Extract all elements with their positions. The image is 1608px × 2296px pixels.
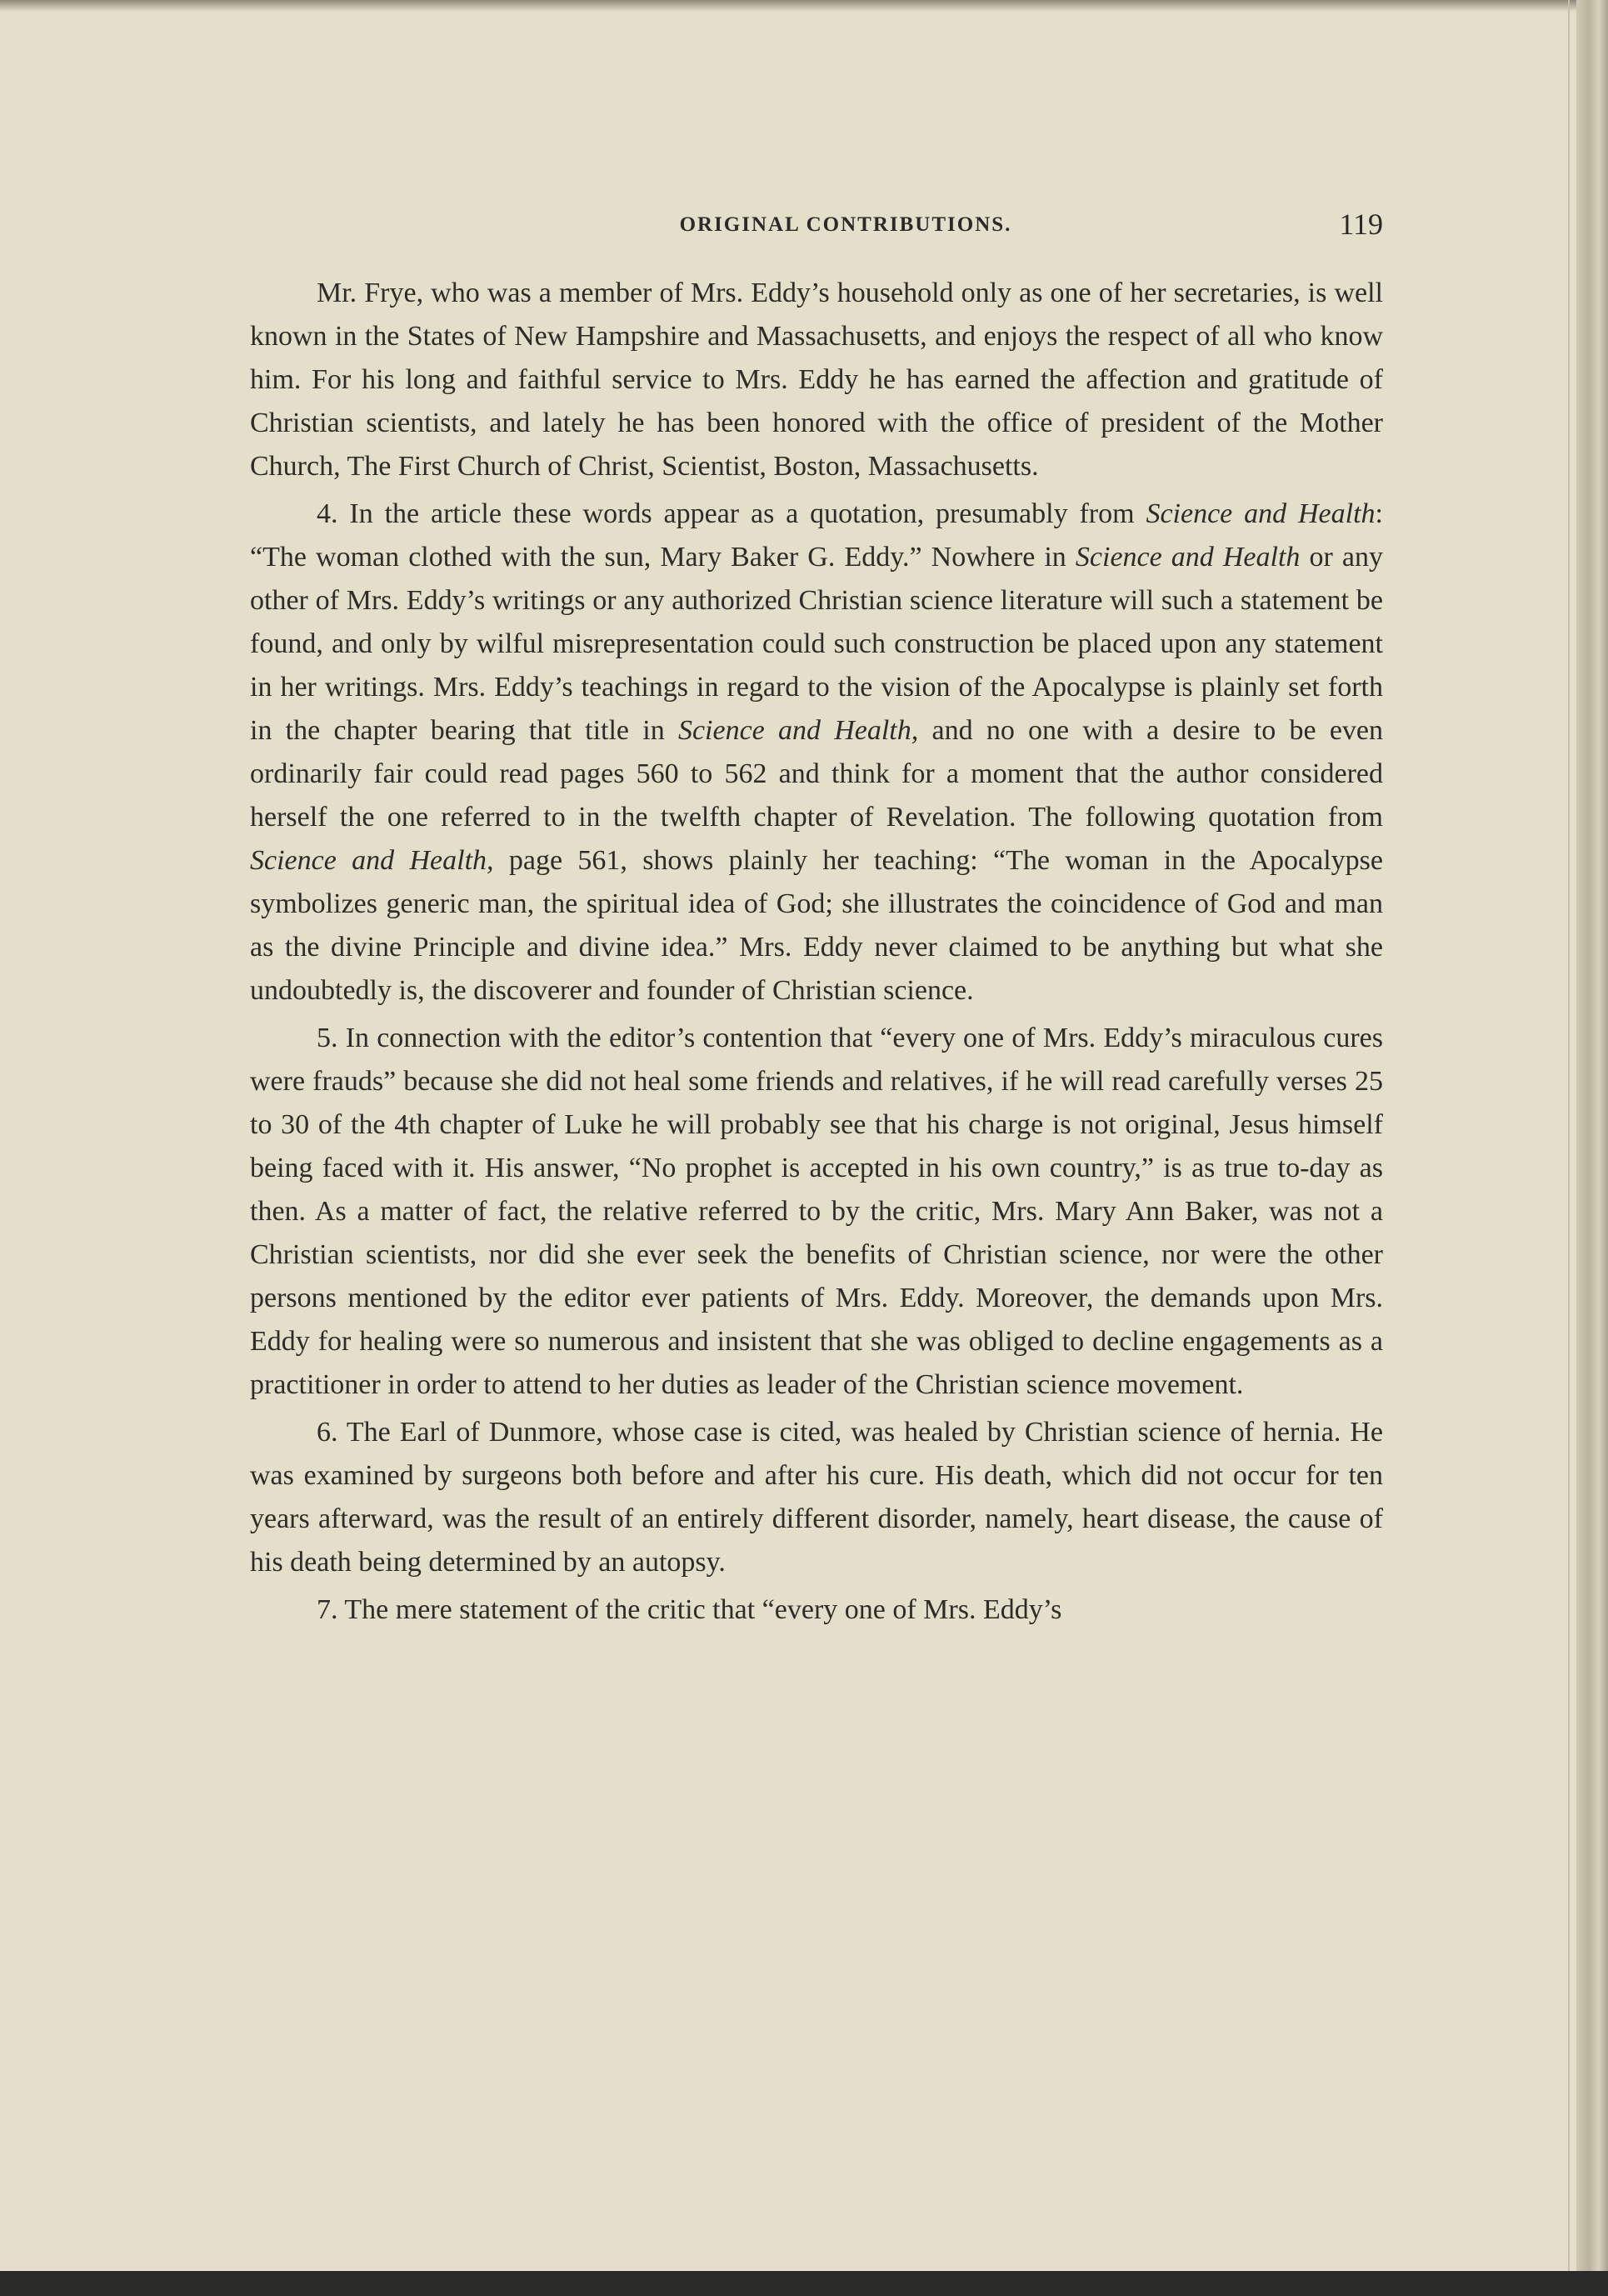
page-fore-edge xyxy=(1576,0,1608,2271)
book-title-italic: Science and Health, xyxy=(677,715,919,746)
running-title: ORIGINAL CONTRIBUTIONS. xyxy=(679,213,1012,236)
text-segment: page 561, shows plainly her teaching: “The woman in the Apocalypse symbolizes generic man, the spiritual idea of God; she illustrates the coincidence of God and man as the divine Principle and divine idea.” Mrs. Eddy never claimed to be anything but what she undoubtedly is, the discoverer and founder of Christian science. xyxy=(250,845,1383,1006)
text-segment: : “The woman clothed with the sun, Mary Baker G. Eddy.” Nowhere in xyxy=(250,498,1383,573)
paragraph xyxy=(250,272,1383,488)
text-segment: 4. In the article these words appear as a quotation, presumably from xyxy=(317,498,1146,529)
page-top-shadow xyxy=(0,0,1608,12)
running-header xyxy=(308,207,1383,248)
paragraph xyxy=(250,493,1383,1013)
paragraph xyxy=(250,1411,1383,1584)
body-text xyxy=(250,272,1383,1632)
paragraph xyxy=(250,1017,1383,1407)
text-segment: 5. In connection with the editor’s contention that “every one of Mrs. Eddy’s miraculous cures were frauds” because she did not heal some friends and relatives, if he will read carefully verses 25 to 30 of the 4th chapter of Luke he will probably see that his charge is not original, Jesus himself being faced with it. His answer, “No prophet is accepted in his own country,” is as true to-day as then. As a matter of fact, the relative referred to by the critic, Mrs. Mary Ann Baker, was not a Christian scientists, nor did she ever seek the benefits of Christian science, nor were the other persons mentioned by the editor ever patients of Mrs. Eddy. Moreover, the demands upon Mrs. Eddy for healing were so numerous and insistent that she was obliged to decline engagements as a practitioner in order to attend to her duties as leader of the Christian science movement. xyxy=(250,1023,1383,1400)
scan-bottom-band xyxy=(0,2271,1608,2296)
paragraph xyxy=(250,1588,1383,1632)
text-segment: 7. The mere statement of the critic that “every one of Mrs. Eddy’s xyxy=(317,1594,1062,1625)
page-edge-line xyxy=(1568,0,1570,2271)
book-title-italic: Science and Health, xyxy=(250,845,494,876)
book-title-italic: Science and Health xyxy=(1075,542,1301,573)
text-segment: 6. The Earl of Dunmore, whose case is cited, was healed by Christian science of hernia. He was examined by surgeons both before and after his cure. His death, which did not occur for ten years afterward, was the result of an entirely different disorder, namely, heart disease, the cause of his death being determined by an autopsy. xyxy=(250,1417,1383,1578)
page-number: 119 xyxy=(1339,208,1383,241)
text-segment: and no one with a desire to be even ordinarily fair could read pages 560 to 562 and think for a moment that the author considered herself the one referred to in the twelfth chapter of Revelation. The following quotation from xyxy=(250,715,1384,833)
book-title-italic: Science and Health xyxy=(1146,498,1376,529)
text-segment: Mr. Frye, who was a member of Mrs. Eddy’s household only as one of her secretaries, is well known in the States of New Hampshire and Massachusetts, and enjoys the respect of all who know him. For his long and faithful service to Mrs. Eddy he has earned the affection and gratitude of Christian scientists, and lately he has been honored with the office of president of the Mother Church, The First Church of Christ, Scientist, Boston, Massachusetts. xyxy=(250,278,1383,482)
text-segment: or any other of Mrs. Eddy’s writings or any authorized Christian science literature will such a statement be found, and only by wilful misrepresentation could such construction be placed upon any statement in her writings. Mrs. Eddy’s teachings in regard to the vision of the Apocalypse is plainly set forth in the chapter bearing that title in xyxy=(250,542,1383,746)
